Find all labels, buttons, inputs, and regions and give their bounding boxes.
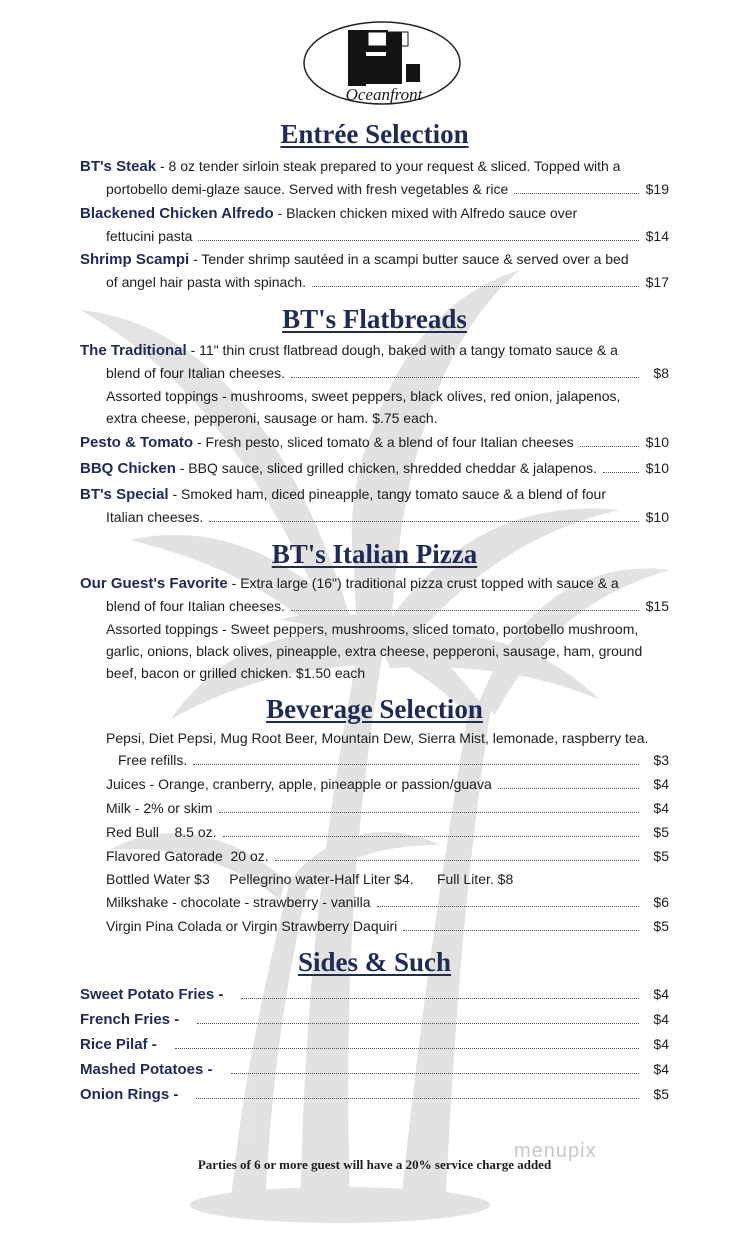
flatbread-item-price-row: BBQ Chicken - BBQ sauce, sliced grilled chicken, shredded cheddar & jalapenos. $10: [80, 460, 669, 477]
side-item: Rice Pilaf - $4: [80, 1036, 669, 1053]
pizza-item: Our Guest's Favorite - Extra large (16") traditional pizza crust topped with sauce & a: [80, 575, 619, 592]
entree-item: Shrimp Scampi - Tender shrimp sautéed in a scampi butter sauce & served over a bed: [80, 251, 629, 268]
section-title-pizza: BT's Italian Pizza: [271, 539, 478, 569]
side-item: Mashed Potatoes - $4: [80, 1061, 669, 1078]
flatbread-item: BT's Special - Smoked ham, diced pineapple, tangy tomato sauce & a blend of four: [80, 486, 606, 503]
section-title-sides: Sides & Such: [297, 947, 452, 977]
flatbread-item-price-row: blend of four Italian cheeses. $8: [106, 365, 669, 381]
section-title-entree: Entrée Selection: [280, 119, 469, 149]
beverage-price-row: Free refills. $3: [118, 752, 669, 768]
pizza-toppings: Assorted toppings - Sweet peppers, mushrooms, sliced tomato, portobello mushroom,: [106, 621, 639, 637]
side-item: Sweet Potato Fries - $4: [80, 986, 669, 1003]
beverage-price-row: Flavored Gatorade 20 oz. $5: [106, 848, 669, 864]
logo-script-text: Oceanfront: [345, 85, 423, 104]
pizza-toppings: beef, bacon or grilled chicken. $1.50 each: [106, 665, 366, 681]
section-title-flatbreads: BT's Flatbreads: [282, 304, 467, 334]
beverage-price-row: Milkshake - chocolate - strawberry - vanilla $6: [106, 894, 669, 910]
menupix-watermark: menupix: [514, 1140, 597, 1162]
beverage-soda-line: Pepsi, Diet Pepsi, Mug Root Beer, Mountain Dew, Sierra Mist, lemonade, raspberry tea.: [106, 730, 649, 746]
entree-item-price-row: fettucini pasta $14: [106, 228, 669, 244]
flatbread-item-price-row: Pesto & Tomato - Fresh pesto, sliced tomato & a blend of four Italian cheeses $10: [80, 434, 669, 451]
beverage-price-row: Juices - Orange, cranberry, apple, pineapple or passion/guava $4: [106, 776, 669, 792]
side-item: French Fries - $4: [80, 1011, 669, 1028]
flatbread-item-price-row: Italian cheeses. $10: [106, 509, 669, 525]
entree-item-price-row: of angel hair pasta with spinach. $17: [106, 274, 669, 290]
flatbread-toppings: extra cheese, pepperoni, sausage or ham. $.75 each.: [106, 410, 438, 426]
entree-item-price-row: portobello demi-glaze sauce. Served with fresh vegetables & rice $19: [106, 181, 669, 197]
flatbread-item: The Traditional - 11" thin crust flatbread dough, baked with a tangy tomato sauce & a: [80, 342, 618, 359]
beverage-water-line: Bottled Water $3 Pellegrino water-Half Liter $4. Full Liter. $8: [106, 871, 514, 887]
side-item: Onion Rings - $5: [80, 1086, 669, 1103]
beverage-price-row: Milk - 2% or skim $4: [106, 800, 669, 816]
bts-oceanfront-logo: [302, 20, 462, 106]
pizza-toppings: garlic, onions, black olives, pineapple, extra cheese, pepperoni, sausage, ham, ground: [106, 643, 643, 659]
beverage-price-row: Virgin Pina Colada or Virgin Strawberry Daquiri $5: [106, 918, 669, 934]
section-title-beverage: Beverage Selection: [266, 694, 483, 724]
entree-item: Blackened Chicken Alfredo - Blacken chicken mixed with Alfredo sauce over: [80, 205, 578, 222]
beverage-price-row: Red Bull 8.5 oz. $5: [106, 824, 669, 840]
service-charge-footnote: Parties of 6 or more guest will have a 20% service charge added: [197, 1157, 552, 1172]
entree-item: BT's Steak - 8 oz tender sirloin steak prepared to your request & sliced. Topped with a: [80, 158, 621, 175]
pizza-item-price-row: blend of four Italian cheeses. $15: [106, 598, 669, 614]
flatbread-toppings: Assorted toppings - mushrooms, sweet peppers, black olives, red onion, jalapenos,: [106, 388, 621, 404]
